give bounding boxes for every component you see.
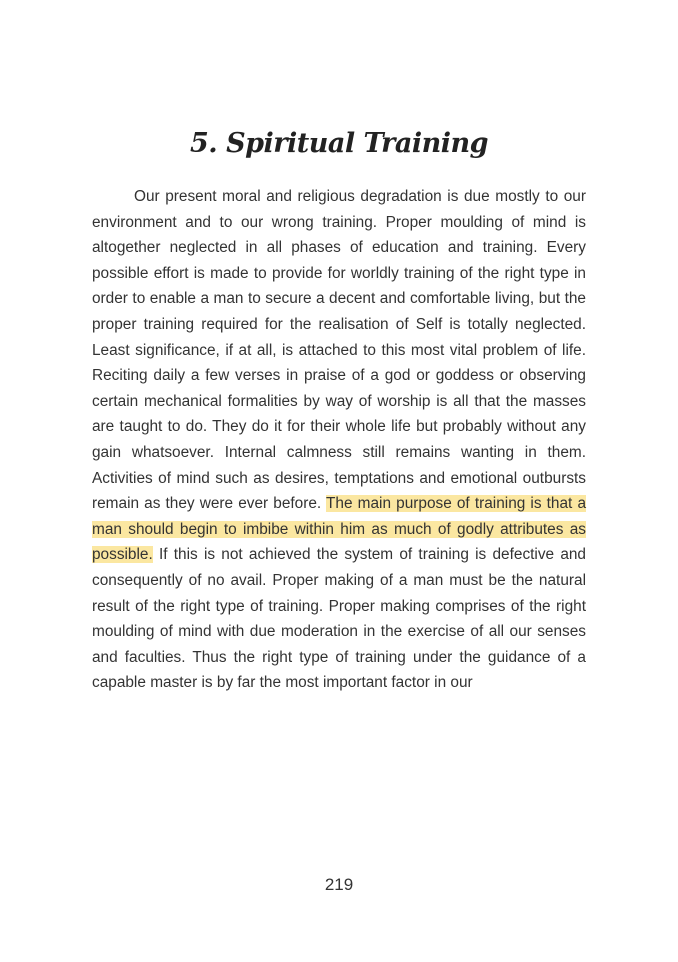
page-number: 219: [324, 875, 354, 894]
paragraph-text-after: If this is not achieved the system of training is defective and consequently of no avail. Proper making of a man must be the natural result of the right type of training. Proper making comprises of the right moulding of mind with due moderation in the exercise of all our senses and faculties. Thus the right type of training under the guidance of a capable master is by far the most important factor in our: [92, 546, 586, 692]
chapter-title: 5. Spiritual Training: [190, 128, 488, 159]
paragraph-text-before: Our present moral and religious degradation is due mostly to our environment and to our wrong training. Proper moulding of mind is altogether neglected in all phases of education and training. Every possible effort is made to provide for worldly training of the right type in order to enable a man to secure a decent and comfortable living, but the proper training required for the realisation of Self is totally neglected. Least significance, if at all, is attached to this most vital problem of life. Reciting daily a few verses in praise of a god or goddess or observing certain mechanical formalities by way of worship is all that the masses are taught to do. They do it for their whole life but probably without any gain whatsoever. Internal calmness still remains wanting in them. Activities of mind such as desires, temptations and emotional outbursts remain as they were ever before.: [92, 188, 586, 513]
body-paragraph: [92, 184, 586, 696]
highlighted-passage[interactable]: The main purpose of training is that a man should begin to imbibe within him as much of godly attributes as possible.: [92, 495, 587, 564]
